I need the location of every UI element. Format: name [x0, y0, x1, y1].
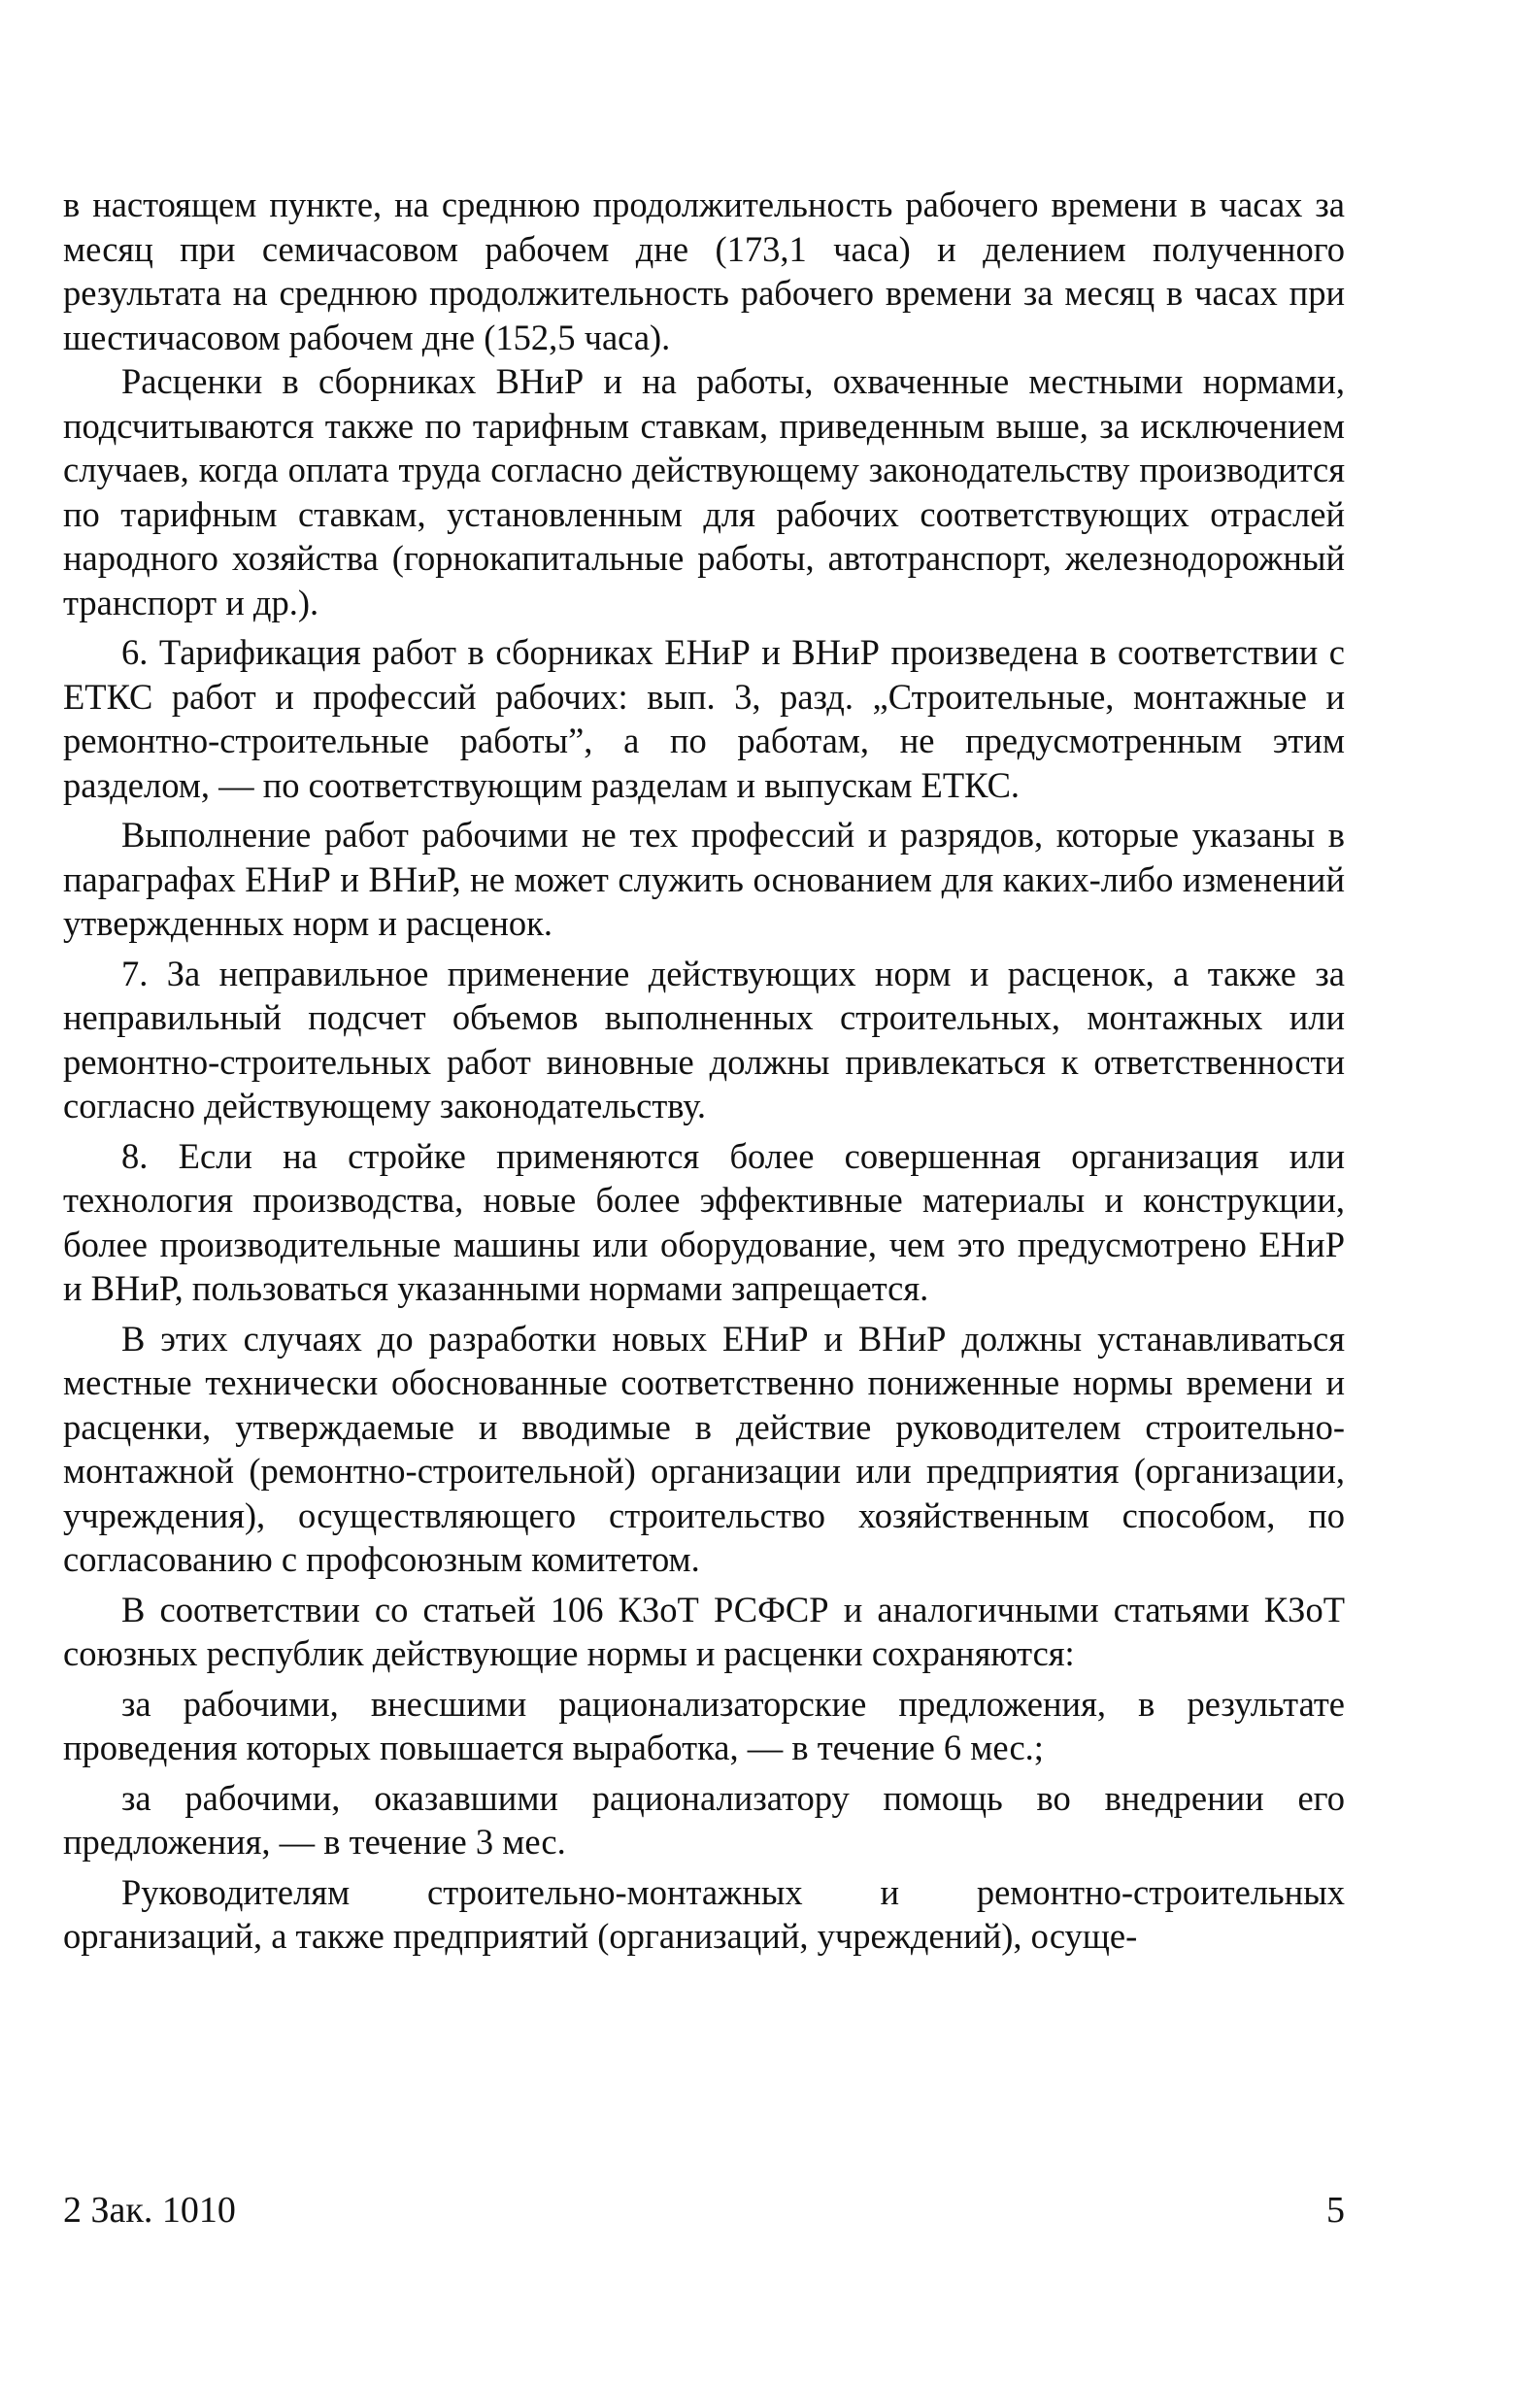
- paragraph-item-8: 8. Если на стройке применяются более совершенная организация или технология производства, новые более эффективные материалы и конструкции, более производительные машины или оборудование, чем это предусмотрено ЕНиР и ВНиР, пользоваться указанными нормами запрещается.: [63, 1135, 1345, 1308]
- paragraph-item-6: 6. Тарификация работ в сборниках ЕНиР и ВНиР произведена в соответствии с ЕТКС работ и профессий рабочих: вып. 3, разд. „Строительные, монтажные и ремонтно-строительные работы”, а по работам, не предусмотренным этим разделом, — по соответствующим разделам и выпускам ЕТКС.: [63, 632, 1345, 805]
- paragraph-managers: Руководителям строительно-монтажных и ремонтно-строительных организаций, а также предприятий (организаций, учреждений), осуще-: [63, 1871, 1345, 1956]
- page-number: 5: [1326, 2190, 1345, 2231]
- paragraph-other-professions: Выполнение работ рабочими не тех профессий и разрядов, которые указаны в параграфах ЕНиР и ВНиР, не может служить основанием для каких-либо изменений утвержденных норм и расценок.: [63, 815, 1345, 943]
- body-text: [63, 183, 1345, 1959]
- paragraph-continuation: в настоящем пункте, на среднюю продолжительность рабочего времени в часах за месяц при семичасовом рабочем дне (173,1 часа) и делением полученного результата на среднюю продолжительность рабочего времени за месяц в часах при шестичасовом рабочем дне (152,5 часа).: [63, 185, 1345, 357]
- paragraph-labor-code: В соответствии со статьей 106 КЗоТ РСФСР и аналогичными статьями КЗоТ союзных республик действующие нормы и расценки сохраняются:: [63, 1589, 1345, 1673]
- paragraph-helpers: за рабочими, оказавшими рационализатору помощь во внедрении его предложения, — в течение 3 мес.: [63, 1777, 1345, 1862]
- paragraph-local-norms: В этих случаях до разработки новых ЕНиР и ВНиР должны устанавливаться местные технически обоснованные соответственно пониженные нормы времени и расценки, утверждаемые и вводимые в действие руководителем строительно-монтажной (ремонтно-строительной) организации или предприятия (организации, учреждения), осуществляющего строительство хозяйственным способом, по согласованию с профсоюзным комитетом.: [63, 1318, 1345, 1579]
- paragraph-rates-vnir: Расценки в сборниках ВНиР и на работы, охваченные местными нормами, подсчитываются также по тарифным ставкам, приведенным выше, за исключением случаев, когда оплата труда согласно действующему законодательству производится по тарифным ставкам, установленным для рабочих соответствующих отраслей народного хозяйства (горнокапитальные работы, автотранспорт, железнодорожный транспорт и др.).: [63, 361, 1345, 622]
- paragraph-item-7: 7. За неправильное применение действующих норм и расценок, а также за неправильный подсчет объемов выполненных строительных, монтажных или ремонтно-строительных работ виновные должны привлекаться к ответственности согласно действующему законодательству.: [63, 953, 1345, 1125]
- print-order-number: 2 Зак. 1010: [63, 2190, 236, 2231]
- paragraph-innovators: за рабочими, внесшими рационализаторские предложения, в результате проведения которых повышается выработка, — в течение 6 мес.;: [63, 1683, 1345, 1767]
